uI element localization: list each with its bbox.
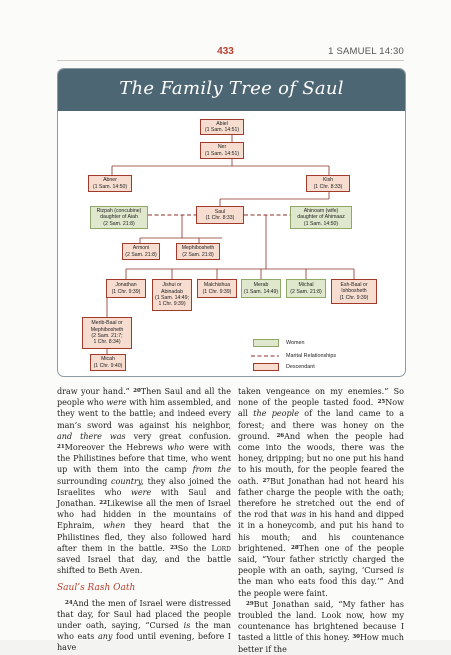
node-name: Ahinoam (wife) bbox=[303, 208, 339, 215]
verse-number: 24 bbox=[65, 599, 73, 606]
verse-number: 20 bbox=[133, 388, 141, 394]
text-column-left bbox=[57, 386, 231, 654]
chart-title: The Family Tree of Saul bbox=[119, 78, 344, 99]
legend-women-swatch bbox=[253, 339, 279, 347]
family-tree-chart bbox=[57, 68, 406, 377]
verse-number: 21 bbox=[57, 444, 65, 451]
node-name: Abner bbox=[103, 177, 117, 184]
node-michal bbox=[286, 279, 326, 298]
node-reference: 1 Chr. 8:34) bbox=[93, 339, 121, 346]
node-reference: (1 Sam. 14:49) bbox=[243, 288, 279, 295]
node-abiel bbox=[200, 119, 244, 135]
legend-descendant-swatch bbox=[253, 363, 279, 371]
node-reference: (2 Sam. 21:8) bbox=[103, 220, 135, 227]
node-name: Michal bbox=[298, 282, 314, 289]
node-abner bbox=[88, 175, 132, 192]
running-reference: 1 SAMUEL 14:30 bbox=[328, 46, 404, 57]
node-saul bbox=[196, 206, 244, 224]
node-micah bbox=[90, 354, 126, 371]
node-reference: (1 Chr. 8:33) bbox=[205, 215, 235, 221]
node-reference: (1 Chr. 9:39) bbox=[339, 294, 369, 301]
text-column-right bbox=[238, 386, 404, 655]
node-name: Merib-Baal or bbox=[91, 320, 123, 327]
header-divider bbox=[57, 60, 404, 61]
page-number: 433 bbox=[217, 46, 234, 57]
node-name: Mephibosheth bbox=[181, 245, 215, 252]
node-reference: (2 Sam. 21:8) bbox=[290, 288, 322, 295]
verse-number: 30 bbox=[352, 634, 361, 641]
node-reference: (1 Sam. 14:50) bbox=[92, 183, 128, 190]
node-reference: 1 Chr. 9:39) bbox=[158, 301, 186, 308]
node-reference: (1 Sam. 14:51) bbox=[204, 127, 240, 133]
node-alt-name: Abinadab bbox=[161, 288, 183, 295]
node-reference: (1 Chr. 8:33) bbox=[313, 183, 343, 190]
legend-marital-label: Marital Relationships bbox=[286, 353, 337, 359]
node-reference: (1 Sam. 14:49; bbox=[154, 295, 190, 301]
node-ahinoam bbox=[290, 206, 352, 229]
verse-number: 25 bbox=[377, 399, 386, 406]
node-alt-name: Ishbosheth bbox=[341, 288, 367, 295]
node-name: Merab bbox=[253, 282, 269, 289]
node-reference: (2 Sam. 21:7; bbox=[91, 333, 123, 339]
node-name: Kish bbox=[322, 177, 334, 184]
node-kish bbox=[306, 175, 350, 192]
node-reference: (2 Sam. 21:8) bbox=[182, 251, 214, 258]
node-name: Ner bbox=[217, 144, 227, 151]
node-name: Saul bbox=[214, 208, 226, 215]
paragraph: $^{29}$But Jonathan said, “My father has troubled the land. Look now, how my countenance has brightened because I tasted a little of this honey. $^{30}$How much better if the bbox=[238, 599, 404, 654]
node-name: Esh-Baal or bbox=[340, 282, 368, 289]
node-reference: (1 Chr. 9:39) bbox=[111, 288, 141, 295]
node-name: Jishui or bbox=[162, 282, 182, 289]
verse-number: 23 bbox=[170, 544, 178, 551]
node-mephibosheth bbox=[176, 243, 220, 260]
paragraph: taken vengeance on my enemies.” So none of the people tasted food. $^{25}$Now all the people of the land came to a forest; and there was honey on the ground. $^{26}$And when the people had come into the woods, there was the honey, dripping; but no one put his hand to his mouth, for the people feared the oath. $^{27}$But Jonathan had not heard his father charge the people with the oath; therefore he stretched out the end of the rod that was in his hand and dipped it in a honeycomb, and put his hand to his mouth; and his countenance brightened. $^{28}$Then one of the people said, “Your father strictly charged the people with an oath, saying, ‘Cursed is the man who eats food this day.’” And the people were faint. bbox=[238, 387, 404, 598]
node-reference: (1 Chr. 9:39) bbox=[202, 288, 232, 295]
verse-number: 28 bbox=[291, 544, 299, 551]
legend-women-label: Women bbox=[286, 340, 305, 346]
node-merab bbox=[241, 279, 281, 298]
node-jonathan bbox=[106, 279, 146, 298]
node-armoni bbox=[122, 243, 160, 260]
node-reference: (1 Sam. 14:51) bbox=[204, 150, 240, 157]
node-name: Micah bbox=[101, 356, 115, 363]
node-detail: daughter of Ahimaaz bbox=[297, 214, 345, 221]
verse-number: 22 bbox=[99, 500, 107, 507]
node-name: Rizpah (concubine) bbox=[96, 208, 142, 215]
node-ner bbox=[200, 142, 244, 159]
node-name: Abiel bbox=[216, 120, 228, 127]
paragraph: draw your hand.” $^{20}$Then Saul and all the people who were with him assembled, and they went to the battle; and indeed every man’s sword was against his neighbor, and there was very great confusion. $^{21}$Moreover the Hebrews who were with the Philistines before that time, who went up with them into the camp from the surrounding country, they also joined the Israelites who were with Saul and Jonathan. $^{22}$Likewise all the men of Israel who had hidden in the mountains of Ephraim, when they heard that the Philistines fled, they also followed hard after them in the battle. $^{23}$So the Lord saved Israel that day, and the battle shifted to Beth Aven. bbox=[57, 387, 232, 576]
verse-number: 27 bbox=[262, 477, 271, 484]
node-detail: daughter of Aiah bbox=[100, 214, 138, 221]
node-reference: (2 Sam. 21:8) bbox=[125, 251, 157, 258]
node-rizpah bbox=[90, 206, 148, 229]
node-alt-name: Mephibosheth bbox=[90, 326, 124, 333]
node-name: Jonathan bbox=[115, 282, 137, 289]
node-jishui bbox=[152, 279, 192, 311]
node-eshbaal bbox=[331, 279, 377, 304]
node-reference: (1 Sam. 14:50) bbox=[303, 220, 339, 227]
node-name: Malchishua bbox=[203, 282, 231, 289]
legend-descendant-label: Descendant bbox=[286, 364, 315, 370]
section-subheading: Saul’s Rash Oath bbox=[57, 583, 136, 594]
verse-number: 29 bbox=[246, 600, 254, 607]
node-meribbaal bbox=[82, 317, 132, 349]
verse-number: 26 bbox=[276, 432, 285, 439]
paragraph: $^{24}$And the men of Israel were distressed that day, for Saul had placed the people under oath, saying, “Cursed is the man who eats any food until evening, before I have bbox=[57, 598, 231, 653]
node-reference: (1 Chr. 9:40) bbox=[93, 362, 123, 369]
node-name: Armoni bbox=[132, 245, 150, 252]
node-malchishua bbox=[197, 279, 237, 298]
